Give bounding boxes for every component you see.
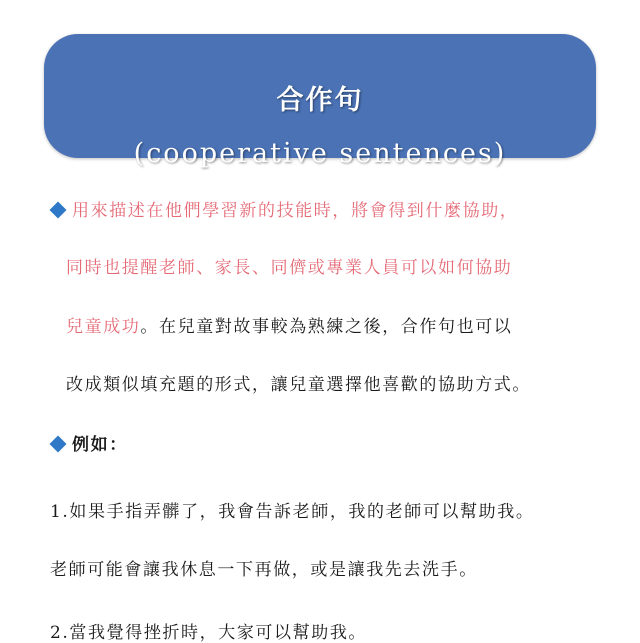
banner-subtitle: (cooperative sentences): [133, 138, 507, 169]
paragraph-line-3-highlight: 兒童成功: [66, 317, 141, 337]
paragraph-line-1: [52, 196, 518, 221]
paragraph-line-1-text: 用來描述在他們學習新的技能時，將會得到什麼協助，: [72, 201, 519, 221]
paragraph-line-3-rest: 。在兒童對故事較為熟練之後，合作句也可以: [140, 317, 513, 337]
paragraph-line-2: 同時也提醒老師、家長、同儕或專業人員可以如何協助: [66, 258, 513, 278]
banner-title: 合作句: [276, 85, 364, 116]
paragraph-line-4: 改成類似填充題的形式，讓兒童選擇他喜歡的協助方式。: [66, 375, 531, 395]
example-2-line-1: 2.當我覺得挫折時，大家可以幫助我。: [50, 623, 368, 643]
blue-diamond-icon: [50, 436, 67, 453]
examples-heading-text: 例如：: [72, 435, 128, 455]
title-banner: [44, 34, 596, 169]
blue-diamond-icon: [50, 202, 67, 219]
example-1-line-2: 老師可能會讓我休息一下再做，或是讓我先去洗手。: [50, 560, 478, 580]
example-1-line-1: 1.如果手指弄髒了，我會告訴老師，我的老師可以幫助我。: [50, 502, 535, 522]
examples-heading: [52, 430, 128, 455]
paragraph-line-3: [66, 312, 512, 337]
